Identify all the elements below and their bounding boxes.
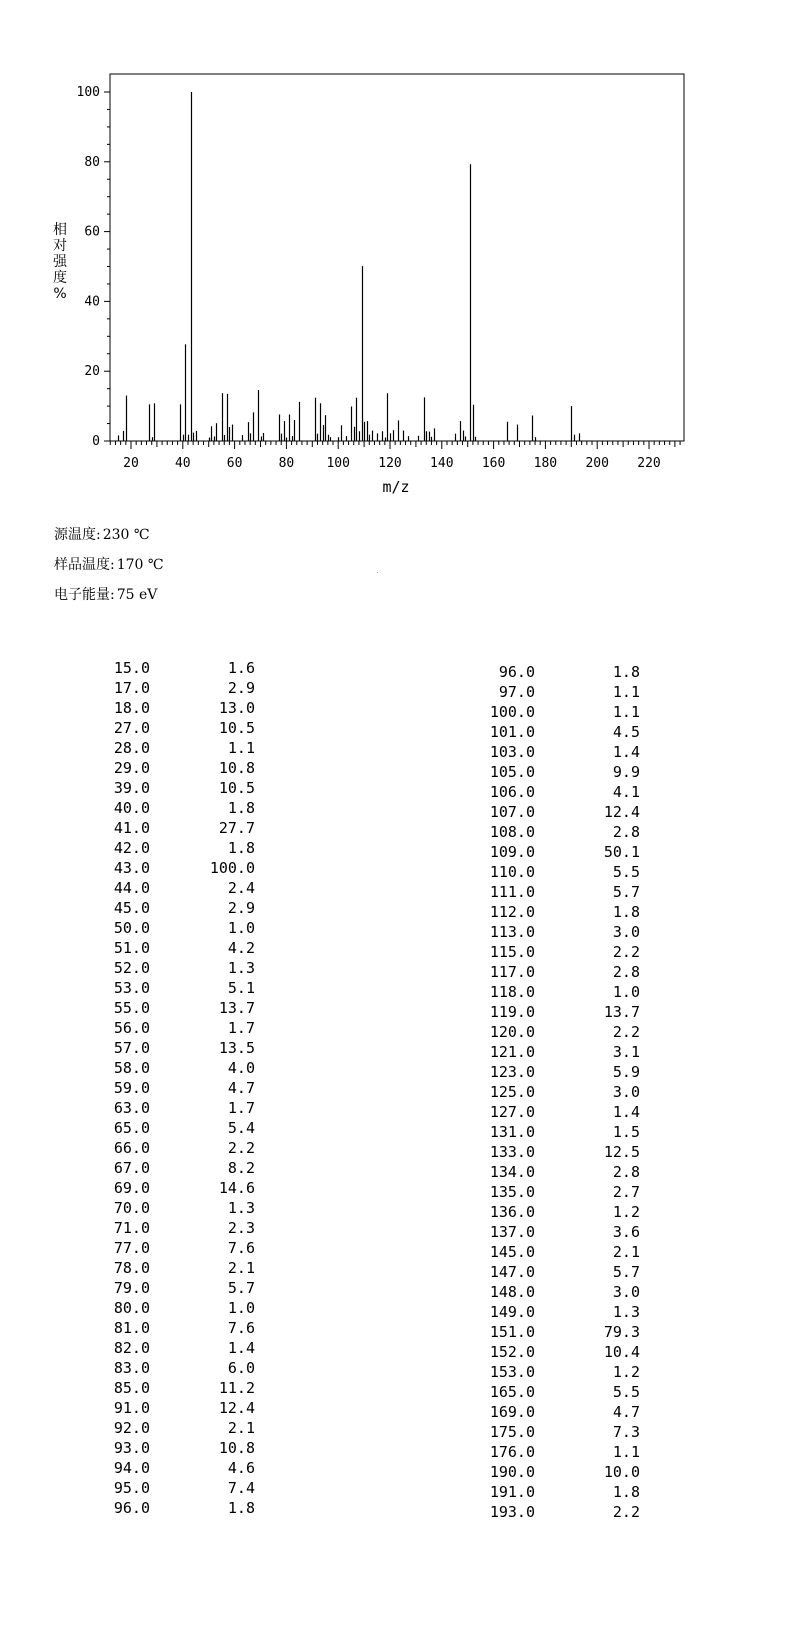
table-row <box>0 742 794 762</box>
table-row <box>0 1282 794 1302</box>
abundance-value: 1.3 <box>227 959 255 977</box>
mz-value: 105.0 <box>489 763 535 781</box>
abundance-value: 2.8 <box>612 823 640 841</box>
table-row <box>0 1322 794 1342</box>
mz-value: 169.0 <box>489 1403 535 1421</box>
abundance-value: 4.7 <box>227 1079 255 1097</box>
mz-value: 63.0 <box>113 1099 150 1117</box>
abundance-value: 1.8 <box>612 1483 640 1501</box>
y-tick-label: 100 <box>76 85 100 100</box>
abundance-value: 2.9 <box>227 899 255 917</box>
abundance-value: 4.6 <box>227 1459 255 1477</box>
mz-value: 136.0 <box>489 1203 535 1221</box>
x-tick-label: 160 <box>481 456 506 471</box>
mz-value: 17.0 <box>113 679 150 697</box>
mz-value: 131.0 <box>489 1123 535 1141</box>
param-source-temp: 源温度: 230 ℃ <box>54 527 150 543</box>
mz-value: 92.0 <box>113 1419 150 1437</box>
abundance-value: 5.7 <box>612 883 640 901</box>
mz-value: 117.0 <box>489 963 535 981</box>
table-row <box>0 1042 794 1062</box>
mz-value: 94.0 <box>113 1459 150 1477</box>
table-row <box>0 1182 794 1202</box>
abundance-value: 7.4 <box>227 1479 255 1497</box>
table-row <box>0 842 794 862</box>
mz-value: 152.0 <box>489 1343 535 1361</box>
abundance-value: 1.7 <box>227 1019 255 1037</box>
mz-value: 41.0 <box>113 819 150 837</box>
mz-value: 190.0 <box>489 1463 535 1481</box>
abundance-value: 1.8 <box>227 1499 255 1517</box>
mz-value: 70.0 <box>113 1199 150 1217</box>
mz-value: 175.0 <box>489 1423 535 1441</box>
abundance-value: 4.2 <box>227 939 255 957</box>
mz-value: 108.0 <box>489 823 535 841</box>
abundance-value: 1.4 <box>227 1339 255 1357</box>
table-row <box>0 942 794 962</box>
mz-value: 40.0 <box>113 799 150 817</box>
table-row <box>0 1002 794 1022</box>
table-row <box>0 702 794 722</box>
mz-value: 59.0 <box>113 1079 150 1097</box>
table-row <box>0 682 794 702</box>
table-row <box>0 1022 794 1042</box>
mz-value: 52.0 <box>113 959 150 977</box>
abundance-value: 12.4 <box>603 803 640 821</box>
instrument-parameters <box>54 524 164 614</box>
y-tick-label: 60 <box>84 224 100 240</box>
x-tick-label: 220 <box>637 456 661 471</box>
abundance-value: 2.3 <box>227 1219 255 1237</box>
spectrum-peaks <box>119 92 580 441</box>
mz-value: 77.0 <box>113 1239 150 1257</box>
y-axis <box>77 85 110 449</box>
abundance-value: 7.3 <box>612 1423 640 1441</box>
table-row <box>0 1102 794 1122</box>
mz-value: 39.0 <box>113 779 150 797</box>
abundance-value: 9.9 <box>612 763 640 781</box>
abundance-value: 1.1 <box>227 739 255 757</box>
abundance-value: 2.4 <box>227 879 255 897</box>
abundance-value: 1.0 <box>227 919 255 937</box>
mz-value: 120.0 <box>489 1023 535 1041</box>
mz-value: 15.0 <box>113 659 150 677</box>
y-axis-label <box>52 222 68 302</box>
mz-value: 44.0 <box>113 879 150 897</box>
table-row <box>0 1342 794 1362</box>
abundance-value: 13.7 <box>218 999 255 1017</box>
param-sample-temp: 样品温度: 170 ℃ <box>54 557 164 573</box>
mz-value: 97.0 <box>498 683 535 701</box>
table-row <box>0 1222 794 1242</box>
table-row <box>0 1502 794 1522</box>
abundance-value: 1.4 <box>612 1103 640 1121</box>
param-electron-energy: 电子能量: 75 eV <box>54 587 158 603</box>
table-row <box>0 982 794 1002</box>
mz-value: 50.0 <box>113 919 150 937</box>
mz-value: 96.0 <box>113 1499 150 1517</box>
table-row <box>0 1362 794 1382</box>
mz-value: 66.0 <box>113 1139 150 1157</box>
x-tick-label: 120 <box>378 456 402 471</box>
abundance-value: 5.5 <box>612 1383 640 1401</box>
x-tick-label: 180 <box>533 456 558 471</box>
abundance-value: 1.2 <box>612 1363 640 1381</box>
mz-value: 65.0 <box>113 1119 150 1137</box>
x-axis-label: m/z <box>382 478 410 496</box>
abundance-value: 1.1 <box>612 703 640 721</box>
mz-value: 82.0 <box>113 1339 150 1357</box>
abundance-value: 2.2 <box>612 1503 640 1521</box>
mz-value: 81.0 <box>113 1319 150 1337</box>
mz-value: 91.0 <box>113 1399 150 1417</box>
y-axis-label-char: 相 <box>53 222 67 238</box>
mz-value: 28.0 <box>113 739 150 757</box>
mz-value: 85.0 <box>113 1379 150 1397</box>
abundance-value: 10.0 <box>603 1463 640 1481</box>
mz-value: 112.0 <box>489 903 535 921</box>
abundance-value: 5.5 <box>612 863 640 881</box>
table-row <box>0 1302 794 1322</box>
mz-value: 149.0 <box>489 1303 535 1321</box>
mz-value: 113.0 <box>489 923 535 941</box>
y-tick-label: 40 <box>84 294 100 310</box>
x-tick-label: 60 <box>226 456 243 471</box>
abundance-value: 13.0 <box>218 699 255 717</box>
abundance-value: 1.8 <box>612 663 640 681</box>
mz-value: 18.0 <box>113 699 150 717</box>
mz-value: 165.0 <box>489 1383 535 1401</box>
abundance-value: 1.3 <box>227 1199 255 1217</box>
abundance-value: 1.8 <box>227 799 255 817</box>
y-axis-label-char: 对 <box>53 238 67 254</box>
mz-value: 29.0 <box>113 759 150 777</box>
abundance-value: 3.0 <box>612 1283 640 1301</box>
mz-value: 58.0 <box>113 1059 150 1077</box>
table-row <box>0 882 794 902</box>
mz-value: 191.0 <box>489 1483 535 1501</box>
mz-value: 118.0 <box>489 983 535 1001</box>
abundance-value: 4.1 <box>612 783 640 801</box>
mz-value: 148.0 <box>489 1283 535 1301</box>
mz-value: 151.0 <box>489 1323 535 1341</box>
y-tick-label: 80 <box>84 154 100 170</box>
plot-frame <box>110 74 684 441</box>
abundance-value: 1.3 <box>612 1303 640 1321</box>
abundance-value: 2.8 <box>612 1163 640 1181</box>
y-axis-label-char: 度 <box>53 270 67 286</box>
table-row <box>0 722 794 742</box>
table-row <box>0 1462 794 1482</box>
mz-value: 55.0 <box>113 999 150 1017</box>
mz-value: 121.0 <box>489 1043 535 1061</box>
mz-value: 176.0 <box>489 1443 535 1461</box>
abundance-value: 2.2 <box>612 943 640 961</box>
mz-value: 42.0 <box>113 839 150 857</box>
table-row <box>0 1122 794 1142</box>
abundance-value: 7.6 <box>227 1239 255 1257</box>
abundance-value: 5.1 <box>227 979 255 997</box>
mz-value: 79.0 <box>113 1279 150 1297</box>
mz-value: 107.0 <box>489 803 535 821</box>
mz-value: 83.0 <box>113 1359 150 1377</box>
abundance-value: 2.2 <box>227 1139 255 1157</box>
abundance-value: 4.7 <box>612 1403 640 1421</box>
abundance-value: 79.3 <box>603 1323 640 1341</box>
abundance-value: 1.6 <box>227 659 255 677</box>
x-tick-label: 20 <box>123 456 139 471</box>
abundance-value: 27.7 <box>218 819 255 837</box>
mz-value: 111.0 <box>489 883 535 901</box>
table-row <box>0 902 794 922</box>
abundance-value: 1.2 <box>612 1203 640 1221</box>
y-axis-label-char: % <box>53 286 67 302</box>
abundance-value: 12.4 <box>218 1399 255 1417</box>
mz-value: 100.0 <box>489 703 535 721</box>
abundance-value: 4.0 <box>227 1059 255 1077</box>
table-row <box>0 922 794 942</box>
abundance-value: 2.9 <box>227 679 255 697</box>
mz-value: 153.0 <box>489 1363 535 1381</box>
abundance-value: 5.4 <box>227 1119 255 1137</box>
mz-value: 57.0 <box>113 1039 150 1057</box>
x-tick-label: 80 <box>278 456 295 471</box>
mz-value: 27.0 <box>113 719 150 737</box>
table-row <box>0 1162 794 1182</box>
mz-value: 51.0 <box>113 939 150 957</box>
x-tick-label: 140 <box>430 456 454 471</box>
abundance-value: 14.6 <box>218 1179 255 1197</box>
abundance-value: 10.5 <box>218 719 255 737</box>
table-row <box>0 1242 794 1262</box>
table-row <box>0 1422 794 1442</box>
mz-value: 96.0 <box>498 663 535 681</box>
mz-value: 145.0 <box>489 1243 535 1261</box>
abundance-value: 4.5 <box>612 723 640 741</box>
abundance-value: 1.7 <box>227 1099 255 1117</box>
table-row <box>0 802 794 822</box>
table-row <box>0 962 794 982</box>
mz-value: 95.0 <box>113 1479 150 1497</box>
table-row <box>0 1202 794 1222</box>
table-row <box>0 1262 794 1282</box>
abundance-value: 12.5 <box>603 1143 640 1161</box>
table-row <box>0 1062 794 1082</box>
abundance-value: 3.0 <box>612 923 640 941</box>
mz-value: 103.0 <box>489 743 535 761</box>
mz-value: 127.0 <box>489 1103 535 1121</box>
mz-value: 134.0 <box>489 1163 535 1181</box>
abundance-value: 2.1 <box>227 1259 255 1277</box>
table-row <box>0 862 794 882</box>
abundance-value: 2.1 <box>612 1243 640 1261</box>
abundance-value: 13.5 <box>218 1039 255 1057</box>
mz-value: 78.0 <box>113 1259 150 1277</box>
mz-value: 123.0 <box>489 1063 535 1081</box>
abundance-value: 3.0 <box>612 1083 640 1101</box>
y-tick-label: 0 <box>92 434 100 449</box>
abundance-value: 11.2 <box>218 1379 255 1397</box>
mz-value: 147.0 <box>489 1263 535 1281</box>
abundance-value: 2.7 <box>612 1183 640 1201</box>
abundance-value: 3.1 <box>612 1043 640 1061</box>
abundance-value: 5.9 <box>612 1063 640 1081</box>
abundance-value: 10.4 <box>603 1343 640 1361</box>
abundance-value: 10.8 <box>218 1439 255 1457</box>
mz-value: 115.0 <box>489 943 535 961</box>
abundance-value: 100.0 <box>209 859 255 877</box>
abundance-value: 50.1 <box>603 843 640 861</box>
mz-value: 193.0 <box>489 1503 535 1521</box>
mz-value: 133.0 <box>489 1143 535 1161</box>
stray-dot <box>377 572 378 573</box>
abundance-value: 2.2 <box>612 1023 640 1041</box>
mz-value: 137.0 <box>489 1223 535 1241</box>
abundance-value: 1.1 <box>612 683 640 701</box>
table-row <box>0 1142 794 1162</box>
abundance-value: 6.0 <box>227 1359 255 1377</box>
abundance-value: 13.7 <box>603 1003 640 1021</box>
abundance-value: 1.8 <box>227 839 255 857</box>
abundance-value: 2.1 <box>227 1419 255 1437</box>
abundance-value: 3.6 <box>612 1223 640 1241</box>
mz-value: 106.0 <box>489 783 535 801</box>
abundance-value: 1.0 <box>612 983 640 1001</box>
mz-value: 53.0 <box>113 979 150 997</box>
abundance-value: 7.6 <box>227 1319 255 1337</box>
mass-spectrum-chart <box>0 0 794 510</box>
x-tick-label: 100 <box>326 456 350 471</box>
y-tick-label: 20 <box>84 364 100 380</box>
table-row <box>0 1482 794 1502</box>
mz-value: 80.0 <box>113 1299 150 1317</box>
abundance-value: 8.2 <box>227 1159 255 1177</box>
abundance-value: 2.8 <box>612 963 640 981</box>
mz-value: 43.0 <box>113 859 150 877</box>
peak-table-right <box>0 662 794 1522</box>
table-row <box>0 1382 794 1402</box>
mz-value: 135.0 <box>489 1183 535 1201</box>
table-row <box>0 1402 794 1422</box>
mz-value: 56.0 <box>113 1019 150 1037</box>
table-row <box>0 662 794 682</box>
x-tick-label: 200 <box>585 456 609 471</box>
x-axis <box>110 441 680 471</box>
abundance-value: 1.4 <box>612 743 640 761</box>
mz-value: 67.0 <box>113 1159 150 1177</box>
abundance-value: 5.7 <box>227 1279 255 1297</box>
abundance-value: 10.8 <box>218 759 255 777</box>
mz-value: 125.0 <box>489 1083 535 1101</box>
table-row <box>0 1082 794 1102</box>
abundance-value: 1.5 <box>612 1123 640 1141</box>
mz-value: 93.0 <box>113 1439 150 1457</box>
abundance-value: 1.8 <box>612 903 640 921</box>
mz-value: 110.0 <box>489 863 535 881</box>
table-row <box>0 1442 794 1462</box>
table-row <box>0 782 794 802</box>
abundance-value: 5.7 <box>612 1263 640 1281</box>
mz-value: 109.0 <box>489 843 535 861</box>
abundance-value: 10.5 <box>218 779 255 797</box>
abundance-value: 1.1 <box>612 1443 640 1461</box>
table-row <box>0 822 794 842</box>
mz-value: 119.0 <box>489 1003 535 1021</box>
table-row <box>0 762 794 782</box>
mz-value: 71.0 <box>113 1219 150 1237</box>
y-axis-label-char: 强 <box>53 254 67 270</box>
mz-value: 69.0 <box>113 1179 150 1197</box>
mz-value: 45.0 <box>113 899 150 917</box>
x-tick-label: 40 <box>174 456 191 471</box>
abundance-value: 1.0 <box>227 1299 255 1317</box>
mz-value: 101.0 <box>489 723 535 741</box>
